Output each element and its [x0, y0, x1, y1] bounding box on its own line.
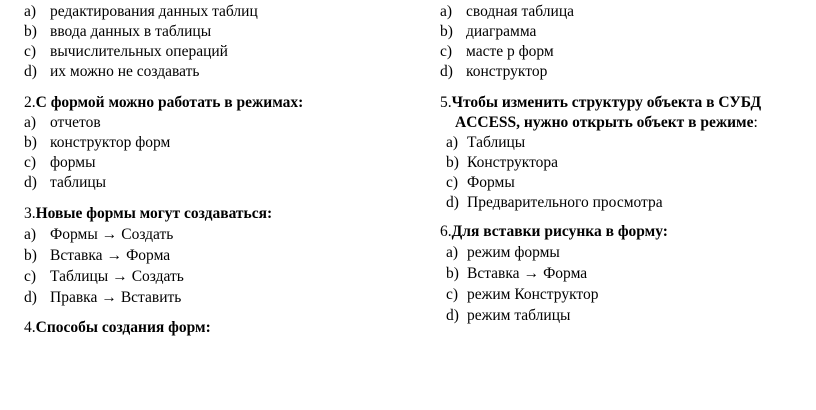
question-4: 4.Способы создания форм: — [24, 319, 211, 336]
right-column — [440, 2, 810, 326]
question-6: 6.Для вставки рисунка в форму: — [440, 223, 668, 240]
q4-option-a: a) сводная таблица — [440, 3, 575, 20]
q1-option-d: d) их можно не создавать — [24, 63, 200, 80]
q6-option-c: c) режим Конструктор — [446, 286, 599, 303]
q6-option-a: a) режим формы — [446, 244, 560, 261]
q5-option-c: c) Формы — [446, 174, 515, 191]
arrow-icon: → — [112, 268, 128, 285]
question-2: 2.С формой можно работать в режимах: — [24, 94, 304, 111]
q4-option-b: b) диаграмма — [440, 23, 537, 40]
q3-option-c: c) Таблицы → Создать — [24, 268, 184, 285]
question-5: 5.Чтобы изменить структуру объекта в СУБД — [440, 94, 762, 111]
q5-option-b: b) Конструктора — [446, 154, 559, 171]
q3-option-a: a) Формы → Создать — [24, 226, 174, 243]
q5-option-d: d) Предварительного просмотра — [446, 194, 663, 211]
q6-option-d: d) режим таблицы — [446, 307, 571, 324]
q5-option-a: a) Таблицы — [446, 134, 526, 151]
q4-option-d: d) конструктор — [440, 63, 548, 80]
question-3: 3.Новые формы могут создаваться: — [24, 205, 273, 222]
q2-option-b: b) конструктор форм — [24, 134, 171, 151]
q2-option-c: c) формы — [24, 154, 96, 171]
arrow-icon: → — [523, 265, 540, 282]
q1-option-a: a) редактирования данных таблиц — [24, 3, 258, 20]
q6-option-b: b) Вставка → Форма — [446, 265, 588, 282]
q2-option-d: d) таблицы — [24, 174, 107, 191]
q1-option-c: c) вычислительных операций — [24, 43, 228, 60]
question-5-line-2: ACCESS, нужно открыть объект в режиме: — [455, 114, 758, 131]
arrow-icon: → — [101, 226, 118, 243]
q4-option-c: c) масте р форм — [440, 43, 554, 60]
left-column — [24, 2, 414, 338]
q2-option-a: a) отчетов — [24, 114, 101, 131]
arrow-icon: → — [106, 247, 123, 264]
q3-option-b: b) Вставка → Форма — [24, 247, 171, 264]
q1-option-b: b) ввода данных в таблицы — [24, 23, 212, 40]
arrow-icon: → — [101, 289, 117, 306]
q3-option-d: d) Правка → Вставить — [24, 289, 182, 306]
